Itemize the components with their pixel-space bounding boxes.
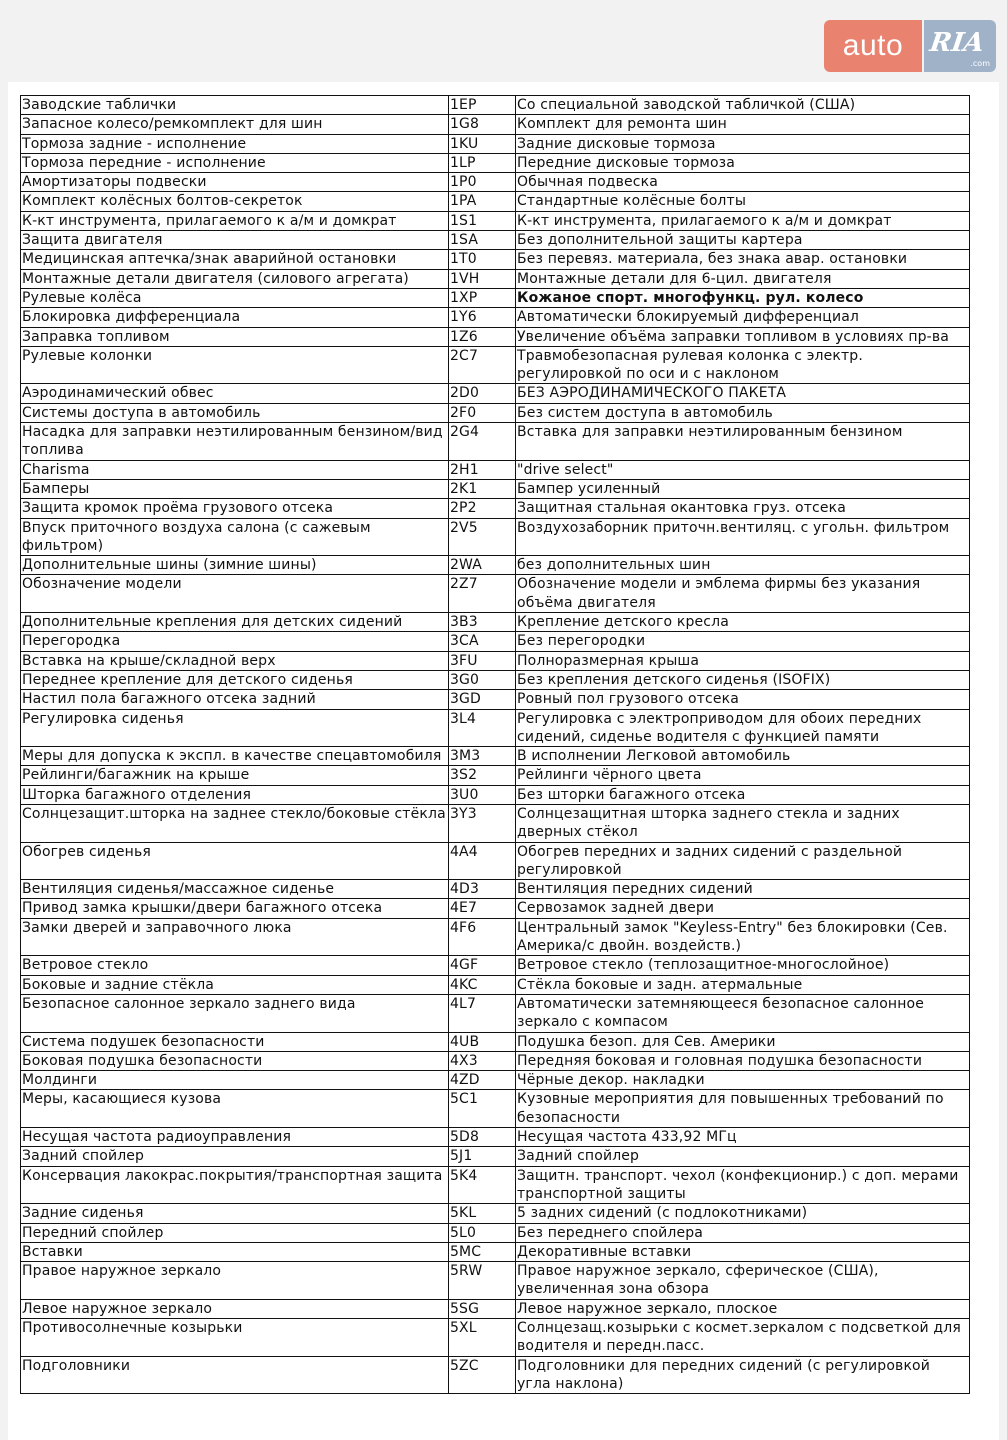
option-code-cell: 3FU <box>449 651 516 670</box>
option-code-cell: 5K4 <box>449 1166 516 1204</box>
option-name-cell: Переднее крепление для детского сиденья <box>21 670 449 689</box>
option-code-cell: 1KU <box>449 134 516 153</box>
option-description-cell: Стандартные колёсные болты <box>516 192 970 211</box>
option-code-cell: 5XL <box>449 1319 516 1357</box>
option-code-cell: 4D3 <box>449 880 516 899</box>
table-row <box>21 308 970 327</box>
option-description-cell: Передняя боковая и головная подушка безопасности <box>516 1051 970 1070</box>
option-code-cell: 1LP <box>449 153 516 172</box>
option-name-cell: К-кт инструмента, прилагаемого к а/м и домкрат <box>21 211 449 230</box>
logo-ria-badge <box>924 20 996 72</box>
option-name-cell: Консервация лакокрас.покрытия/транспортная защита <box>21 1166 449 1204</box>
table-row <box>21 804 970 842</box>
option-description-cell: В исполнении Легковой автомобиль <box>516 747 970 766</box>
option-description-cell: Монтажные детали для 6-цил. двигателя <box>516 269 970 288</box>
table-row <box>21 1299 970 1318</box>
option-name-cell: Защита кромок проёма грузового отсека <box>21 499 449 518</box>
option-code-cell: 1P0 <box>449 173 516 192</box>
option-description-cell: Центральный замок "Keyless-Entry" без блокировки (Сев. Америка/с двойн. воздейств.) <box>516 918 970 956</box>
table-row <box>21 670 970 689</box>
option-code-cell: 4X3 <box>449 1051 516 1070</box>
option-code-cell: 1S1 <box>449 211 516 230</box>
option-description-cell: Крепление детского кресла <box>516 613 970 632</box>
table-row <box>21 918 970 956</box>
option-code-cell: 5D8 <box>449 1128 516 1147</box>
option-description-cell: Ровный пол грузового отсека <box>516 690 970 709</box>
option-name-cell: Рулевые колонки <box>21 346 449 384</box>
table-row <box>21 346 970 384</box>
option-code-cell: 5ZC <box>449 1356 516 1394</box>
option-code-cell: 3U0 <box>449 785 516 804</box>
option-code-cell: 2H1 <box>449 460 516 479</box>
option-code-cell: 5J1 <box>449 1147 516 1166</box>
table-row <box>21 1071 970 1090</box>
option-description-cell: Задние дисковые тормоза <box>516 134 970 153</box>
option-name-cell: Шторка багажного отделения <box>21 785 449 804</box>
table-row <box>21 479 970 498</box>
option-name-cell: Молдинги <box>21 1071 449 1090</box>
option-description-cell: Без переднего спойлера <box>516 1223 970 1242</box>
table-row <box>21 1166 970 1204</box>
table-row <box>21 1319 970 1357</box>
option-code-cell: 2Z7 <box>449 575 516 613</box>
option-code-cell: 3S2 <box>449 766 516 785</box>
table-row <box>21 231 970 250</box>
option-description-cell: Травмобезопасная рулевая колонка с электр. регулировкой по оси и с наклоном <box>516 346 970 384</box>
table-row <box>21 1090 970 1128</box>
option-name-cell: Боковые и задние стёкла <box>21 975 449 994</box>
option-description-cell: Стёкла боковые и задн. атермальные <box>516 975 970 994</box>
option-description-cell: Декоративные вставки <box>516 1242 970 1261</box>
option-code-cell: 1T0 <box>449 250 516 269</box>
table-row <box>21 250 970 269</box>
table-row <box>21 956 970 975</box>
option-name-cell: Дополнительные крепления для детских сидений <box>21 613 449 632</box>
option-name-cell: Регулировка сиденья <box>21 709 449 747</box>
table-row <box>21 1356 970 1394</box>
option-name-cell: Обозначение модели <box>21 575 449 613</box>
option-name-cell: Заправка топливом <box>21 327 449 346</box>
option-name-cell: Насадка для заправки неэтилированным бензином/вид топлива <box>21 423 449 461</box>
table-row <box>21 651 970 670</box>
option-code-cell: 2WA <box>449 556 516 575</box>
option-code-cell: 1Y6 <box>449 308 516 327</box>
table-row <box>21 994 970 1032</box>
option-name-cell: Несущая частота радиоуправления <box>21 1128 449 1147</box>
table-row <box>21 709 970 747</box>
option-description-cell: Подушка безоп. для Сев. Америки <box>516 1032 970 1051</box>
option-name-cell: Ветровое стекло <box>21 956 449 975</box>
option-description-cell: Без шторки багажного отсека <box>516 785 970 804</box>
option-description-cell: Без дополнительной защиты картера <box>516 231 970 250</box>
option-name-cell: Дополнительные шины (зимние шины) <box>21 556 449 575</box>
option-name-cell: Левое наружное зеркало <box>21 1299 449 1318</box>
option-code-cell: 3Y3 <box>449 804 516 842</box>
table-row <box>21 153 970 172</box>
logo-com-text: .com <box>970 59 990 68</box>
option-name-cell: Медицинская аптечка/знак аварийной остановки <box>21 250 449 269</box>
table-row <box>21 575 970 613</box>
option-code-cell: 1PA <box>449 192 516 211</box>
option-description-cell: К-кт инструмента, прилагаемого к а/м и домкрат <box>516 211 970 230</box>
option-code-cell: 5L0 <box>449 1223 516 1242</box>
option-code-cell: 4E7 <box>449 899 516 918</box>
option-description-cell: Бампер усиленный <box>516 479 970 498</box>
table-row <box>21 423 970 461</box>
option-description-cell: Автоматически затемняющееся безопасное салонное зеркало с компасом <box>516 994 970 1032</box>
table-row <box>21 1223 970 1242</box>
option-name-cell: Перегородка <box>21 632 449 651</box>
option-code-cell: 1G8 <box>449 115 516 134</box>
option-name-cell: Тормоза задние - исполнение <box>21 134 449 153</box>
option-name-cell: Меры для допуска к экспл. в качестве спецавтомобиля <box>21 747 449 766</box>
option-code-cell: 1VH <box>449 269 516 288</box>
option-description-cell: Рейлинги чёрного цвета <box>516 766 970 785</box>
table-row <box>21 403 970 422</box>
table-row <box>21 1204 970 1223</box>
table-row <box>21 1051 970 1070</box>
table-row <box>21 1262 970 1300</box>
option-name-cell: Меры, касающиеся кузова <box>21 1090 449 1128</box>
table-row <box>21 975 970 994</box>
option-name-cell: Привод замка крышки/двери багажного отсека <box>21 899 449 918</box>
option-code-cell: 2F0 <box>449 403 516 422</box>
option-name-cell: Амортизаторы подвески <box>21 173 449 192</box>
option-code-cell: 5MC <box>449 1242 516 1261</box>
option-description-cell: Несущая частота 433,92 МГц <box>516 1128 970 1147</box>
option-description-cell: Со специальной заводской табличкой (США) <box>516 96 970 115</box>
option-code-cell: 5C1 <box>449 1090 516 1128</box>
option-name-cell: Боковая подушка безопасности <box>21 1051 449 1070</box>
option-name-cell: Система подушек безопасности <box>21 1032 449 1051</box>
option-name-cell: Вставка на крыше/складной верх <box>21 651 449 670</box>
option-description-cell: Без перегородки <box>516 632 970 651</box>
option-code-cell: 2C7 <box>449 346 516 384</box>
option-description-cell: Увеличение объёма заправки топливом в условиях пр-ва <box>516 327 970 346</box>
option-description-cell: Вентиляция передних сидений <box>516 880 970 899</box>
option-description-cell: Солнцезащ.козырьки с космет.зеркалом с подсветкой для водителя и передн.пасс. <box>516 1319 970 1357</box>
table-row <box>21 460 970 479</box>
table-row <box>21 1128 970 1147</box>
option-name-cell: Настил пола багажного отсека задний <box>21 690 449 709</box>
option-name-cell: Замки дверей и заправочного люка <box>21 918 449 956</box>
table-row <box>21 173 970 192</box>
option-description-cell: Подголовники для передних сидений (с регулировкой угла наклона) <box>516 1356 970 1394</box>
option-code-cell: 4UB <box>449 1032 516 1051</box>
table-row <box>21 632 970 651</box>
option-description-cell: Передние дисковые тормоза <box>516 153 970 172</box>
option-name-cell: Передний спойлер <box>21 1223 449 1242</box>
option-name-cell: Впуск приточного воздуха салона (с сажевым фильтром) <box>21 518 449 556</box>
option-code-cell: 2G4 <box>449 423 516 461</box>
option-description-cell: Кожаное спорт. многофункц. рул. колесо <box>516 288 970 307</box>
option-description-cell: Без систем доступа в автомобиль <box>516 403 970 422</box>
option-description-cell: Без крепления детского сиденья (ISOFIX) <box>516 670 970 689</box>
option-description-cell: БЕЗ АЭРОДИНАМИЧЕСКОГО ПАКЕТА <box>516 384 970 403</box>
option-name-cell: Противосолнечные козырьки <box>21 1319 449 1357</box>
option-name-cell: Защита двигателя <box>21 231 449 250</box>
option-code-cell: 5SG <box>449 1299 516 1318</box>
option-description-cell: Регулировка с электроприводом для обоих передних сидений, сиденье водителя с функцией памяти <box>516 709 970 747</box>
option-name-cell: Монтажные детали двигателя (силового агрегата) <box>21 269 449 288</box>
equipment-table <box>20 95 970 1394</box>
option-code-cell: 2P2 <box>449 499 516 518</box>
option-code-cell: 2K1 <box>449 479 516 498</box>
option-name-cell: Заводские таблички <box>21 96 449 115</box>
option-code-cell: 4L7 <box>449 994 516 1032</box>
option-code-cell: 3B3 <box>449 613 516 632</box>
table-row <box>21 690 970 709</box>
option-code-cell: 5RW <box>449 1262 516 1300</box>
option-description-cell: Сервозамок задней двери <box>516 899 970 918</box>
option-description-cell: Без перевяз. материала, без знака авар. остановки <box>516 250 970 269</box>
option-description-cell: Воздухозаборник приточн.вентиляц. с угольн. фильтром <box>516 518 970 556</box>
option-code-cell: 1Z6 <box>449 327 516 346</box>
option-code-cell: 4ZD <box>449 1071 516 1090</box>
option-code-cell: 3GD <box>449 690 516 709</box>
option-code-cell: 2D0 <box>449 384 516 403</box>
logo-auto-text: auto <box>824 20 922 72</box>
option-description-cell: Вставка для заправки неэтилированным бензином <box>516 423 970 461</box>
table-row <box>21 115 970 134</box>
option-name-cell: Обогрев сиденья <box>21 842 449 880</box>
option-name-cell: Тормоза передние - исполнение <box>21 153 449 172</box>
table-row <box>21 192 970 211</box>
option-description-cell: Комплект для ремонта шин <box>516 115 970 134</box>
table-row <box>21 785 970 804</box>
equipment-table-body <box>21 96 970 1394</box>
option-name-cell: Charisma <box>21 460 449 479</box>
table-row <box>21 518 970 556</box>
option-code-cell: 1EP <box>449 96 516 115</box>
table-row <box>21 1032 970 1051</box>
option-name-cell: Солнцезащит.шторка на заднее стекло/боковые стёкла <box>21 804 449 842</box>
option-description-cell: Левое наружное зеркало, плоское <box>516 1299 970 1318</box>
option-description-cell: Обозначение модели и эмблема фирмы без указания объёма двигателя <box>516 575 970 613</box>
option-code-cell: 1XP <box>449 288 516 307</box>
option-name-cell: Комплект колёсных болтов-секреток <box>21 192 449 211</box>
option-description-cell: Ветровое стекло (теплозащитное-многослойное) <box>516 956 970 975</box>
table-row <box>21 880 970 899</box>
option-code-cell: 3CA <box>449 632 516 651</box>
option-name-cell: Задний спойлер <box>21 1147 449 1166</box>
table-row <box>21 288 970 307</box>
option-code-cell: 4KC <box>449 975 516 994</box>
option-code-cell: 3L4 <box>449 709 516 747</box>
option-name-cell: Вставки <box>21 1242 449 1261</box>
option-description-cell: без дополнительных шин <box>516 556 970 575</box>
option-description-cell: Защитн. транспорт. чехол (конфекционир.) с доп. мерами транспортной защиты <box>516 1166 970 1204</box>
table-row <box>21 327 970 346</box>
option-name-cell: Блокировка дифференциала <box>21 308 449 327</box>
option-description-cell: Чёрные декор. накладки <box>516 1071 970 1090</box>
option-name-cell: Запасное колесо/ремкомплект для шин <box>21 115 449 134</box>
option-code-cell: 4GF <box>449 956 516 975</box>
table-row <box>21 1242 970 1261</box>
option-name-cell: Аэродинамический обвес <box>21 384 449 403</box>
autoria-logo[interactable] <box>824 20 996 72</box>
table-row <box>21 134 970 153</box>
table-row <box>21 269 970 288</box>
table-row <box>21 842 970 880</box>
option-name-cell: Задние сиденья <box>21 1204 449 1223</box>
option-name-cell: Рейлинги/багажник на крыше <box>21 766 449 785</box>
option-code-cell: 3G0 <box>449 670 516 689</box>
option-name-cell: Рулевые колёса <box>21 288 449 307</box>
option-name-cell: Безопасное салонное зеркало заднего вида <box>21 994 449 1032</box>
table-row <box>21 1147 970 1166</box>
table-row <box>21 556 970 575</box>
table-row <box>21 211 970 230</box>
option-name-cell: Вентиляция сиденья/массажное сиденье <box>21 880 449 899</box>
table-row <box>21 96 970 115</box>
table-row <box>21 499 970 518</box>
table-row <box>21 384 970 403</box>
option-code-cell: 4A4 <box>449 842 516 880</box>
option-description-cell: Полноразмерная крыша <box>516 651 970 670</box>
option-code-cell: 5KL <box>449 1204 516 1223</box>
option-description-cell: Защитная стальная окантовка груз. отсека <box>516 499 970 518</box>
option-description-cell: Правое наружное зеркало, сферическое (США), увеличенная зона обзора <box>516 1262 970 1300</box>
option-name-cell: Бамперы <box>21 479 449 498</box>
option-name-cell: Подголовники <box>21 1356 449 1394</box>
table-row <box>21 766 970 785</box>
table-row <box>21 613 970 632</box>
table-row <box>21 747 970 766</box>
option-name-cell: Правое наружное зеркало <box>21 1262 449 1300</box>
option-description-cell: Задний спойлер <box>516 1147 970 1166</box>
table-row <box>21 899 970 918</box>
option-name-cell: Системы доступа в автомобиль <box>21 403 449 422</box>
option-description-cell: "drive select" <box>516 460 970 479</box>
option-description-cell: Обычная подвеска <box>516 173 970 192</box>
option-code-cell: 2V5 <box>449 518 516 556</box>
option-code-cell: 1SA <box>449 231 516 250</box>
option-description-cell: Автоматически блокируемый дифференциал <box>516 308 970 327</box>
option-description-cell: Обогрев передних и задних сидений с раздельной регулировкой <box>516 842 970 880</box>
logo-ria-text: RIA <box>927 28 987 58</box>
option-description-cell: 5 задних сидений (с подлокотниками) <box>516 1204 970 1223</box>
option-code-cell: 3M3 <box>449 747 516 766</box>
option-description-cell: Солнцезащитная шторка заднего стекла и задних дверных стёкол <box>516 804 970 842</box>
option-description-cell: Кузовные мероприятия для повышенных требований по безопасности <box>516 1090 970 1128</box>
option-code-cell: 4F6 <box>449 918 516 956</box>
